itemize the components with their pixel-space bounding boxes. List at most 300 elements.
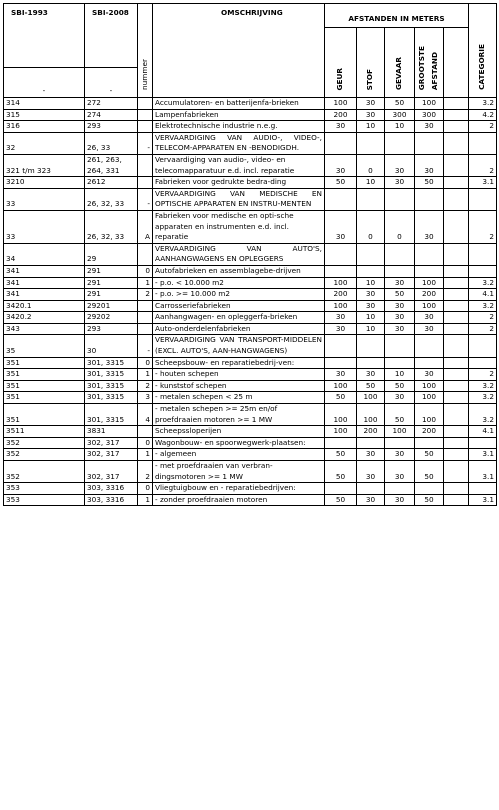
cell-sbi-2008-text: 291 bbox=[87, 277, 101, 287]
cell-sbi-2008-text: 302, 317 bbox=[87, 449, 120, 459]
cell-empty bbox=[444, 369, 469, 381]
cell-geur-text: 100 bbox=[333, 426, 348, 436]
cell-gevaar bbox=[385, 98, 415, 110]
cell-sbi-2008-text: 301, 3315 bbox=[87, 414, 125, 424]
cell-gevaar-text: 30 bbox=[394, 312, 405, 322]
cell-grootste-afstand bbox=[415, 483, 444, 495]
cell-omschrijving-text: Fabrieken voor medische en opti-sche apparaten en instrumenten e.d. incl. reparatie bbox=[155, 210, 294, 242]
cell-geur bbox=[325, 461, 357, 483]
table-row bbox=[4, 109, 497, 121]
cell-empty bbox=[444, 243, 469, 265]
cell-grootste-afstand bbox=[415, 426, 444, 438]
cell-geur bbox=[325, 177, 357, 189]
cell-grootste-afstand bbox=[415, 404, 444, 426]
cell-stof-text: 30 bbox=[365, 289, 376, 299]
cell-grootste-afstand bbox=[415, 300, 444, 312]
cell-grootste-afstand bbox=[415, 109, 444, 121]
cell-grootste-afstand bbox=[415, 369, 444, 381]
cell-stof bbox=[357, 426, 385, 438]
table-row bbox=[4, 154, 497, 176]
cell-nummer bbox=[138, 392, 153, 404]
cell-nummer bbox=[138, 335, 153, 357]
cell-nummer bbox=[138, 461, 153, 483]
cell-geur bbox=[325, 392, 357, 404]
cell-sbi-1993-text: 343 bbox=[6, 323, 20, 333]
cell-empty bbox=[444, 109, 469, 121]
cell-geur bbox=[325, 243, 357, 265]
cell-omschrijving-text: Aanhangwagen- en opleggerfa-brieken bbox=[155, 312, 298, 322]
cell-omschrijving bbox=[153, 265, 325, 277]
header-dash-2008 bbox=[85, 68, 138, 98]
cell-nummer-text: 0 bbox=[145, 437, 150, 447]
cell-empty bbox=[444, 335, 469, 357]
cell-grootste-afstand-text: 30 bbox=[424, 312, 434, 322]
cell-sbi-1993-text: 321 t/m 323 bbox=[6, 165, 51, 175]
cell-grootste-afstand-text: 100 bbox=[422, 300, 436, 310]
cell-sbi-1993-text: 351 bbox=[6, 380, 20, 390]
cell-grootste-afstand-text: 30 bbox=[424, 369, 434, 379]
table-row bbox=[4, 265, 497, 277]
cell-sbi-2008-text: 26, 33 bbox=[87, 143, 111, 153]
cell-sbi-2008 bbox=[85, 494, 138, 506]
cell-stof-text: 10 bbox=[365, 277, 376, 287]
cell-omschrijving bbox=[153, 483, 325, 495]
header-dash-1993-text: - bbox=[42, 86, 46, 96]
cell-sbi-1993 bbox=[4, 210, 85, 243]
cell-gevaar bbox=[385, 243, 415, 265]
cell-omschrijving-text: - p.o. >= 10.000 m2 bbox=[155, 289, 231, 299]
cell-categorie bbox=[469, 335, 497, 357]
cell-geur bbox=[325, 289, 357, 301]
cell-categorie bbox=[469, 369, 497, 381]
cell-stof bbox=[357, 188, 385, 210]
cell-sbi-2008 bbox=[85, 121, 138, 133]
cell-geur bbox=[325, 121, 357, 133]
cell-sbi-1993 bbox=[4, 449, 85, 461]
cell-gevaar-text: 300 bbox=[392, 109, 407, 119]
table-row bbox=[4, 277, 497, 289]
table-row bbox=[4, 357, 497, 369]
cell-categorie bbox=[469, 154, 497, 176]
cell-nummer-text: 2 bbox=[145, 471, 150, 481]
cell-omschrijving bbox=[153, 188, 325, 210]
cell-grootste-afstand bbox=[415, 210, 444, 243]
cell-stof bbox=[357, 98, 385, 110]
cell-gevaar bbox=[385, 404, 415, 426]
cell-omschrijving-text: Fabrieken voor gedrukte bedra-ding bbox=[155, 177, 287, 187]
cell-geur bbox=[325, 404, 357, 426]
header-geur bbox=[325, 28, 357, 98]
cell-sbi-2008-text: 3831 bbox=[87, 426, 106, 436]
cell-sbi-1993 bbox=[4, 369, 85, 381]
cell-nummer-text: 1 bbox=[145, 369, 150, 379]
cell-gevaar-text: 30 bbox=[394, 300, 405, 310]
cell-omschrijving-text: VERVAARDIGING VAN TRANSPORT-MIDDELEN (EXCL. AUTO'S, AAN-HANGWAGENS) bbox=[155, 335, 322, 356]
cell-stof bbox=[357, 177, 385, 189]
cell-sbi-1993-text: 341 bbox=[6, 289, 20, 299]
cell-omschrijving-text: Carrosseriefabrieken bbox=[155, 300, 231, 310]
cell-gevaar-text: 0 bbox=[397, 232, 402, 242]
cell-geur-text: 100 bbox=[333, 414, 348, 424]
cell-sbi-1993-text: 353 bbox=[6, 483, 20, 493]
cell-omschrijving-text: VERVAARDIGING VAN MEDISCHE EN OPTISCHE APPARATEN EN INSTRU-MENTEN bbox=[155, 188, 322, 209]
cell-omschrijving-text: - kunststof schepen bbox=[155, 380, 227, 390]
header-omschrijving-label: OMSCHRIJVING bbox=[221, 8, 283, 17]
cell-gevaar bbox=[385, 210, 415, 243]
cell-sbi-1993 bbox=[4, 98, 85, 110]
cell-omschrijving bbox=[153, 380, 325, 392]
cell-geur-text: 30 bbox=[335, 232, 346, 242]
cell-grootste-afstand-text: 50 bbox=[424, 177, 434, 187]
cell-sbi-2008-text: 301, 3315 bbox=[87, 369, 125, 379]
table-row bbox=[4, 380, 497, 392]
cell-gevaar bbox=[385, 357, 415, 369]
cell-geur-text: 30 bbox=[335, 323, 346, 333]
cell-sbi-2008 bbox=[85, 369, 138, 381]
cell-gevaar bbox=[385, 494, 415, 506]
cell-stof-text: 0 bbox=[368, 232, 373, 242]
cell-stof bbox=[357, 243, 385, 265]
cell-sbi-1993 bbox=[4, 335, 85, 357]
cell-omschrijving bbox=[153, 312, 325, 324]
cell-geur bbox=[325, 132, 357, 154]
cell-geur-text: 100 bbox=[333, 380, 348, 390]
cell-stof bbox=[357, 437, 385, 449]
cell-categorie bbox=[469, 109, 497, 121]
cell-sbi-1993-text: 3420.1 bbox=[6, 300, 32, 310]
cell-gevaar-text: 10 bbox=[394, 121, 405, 131]
cell-stof-text: 10 bbox=[365, 121, 376, 131]
cell-stof bbox=[357, 300, 385, 312]
table-row bbox=[4, 177, 497, 189]
cell-nummer bbox=[138, 300, 153, 312]
cell-empty bbox=[444, 426, 469, 438]
cell-stof-text: 10 bbox=[365, 312, 376, 322]
cell-geur bbox=[325, 369, 357, 381]
cell-grootste-afstand-text: 200 bbox=[422, 289, 436, 299]
cell-omschrijving bbox=[153, 369, 325, 381]
cell-sbi-2008-text: 301, 3315 bbox=[87, 380, 125, 390]
cell-nummer-text: 0 bbox=[145, 265, 150, 275]
cell-omschrijving-text: Scheepsbouw- en reparatiebedrij-ven: bbox=[155, 357, 295, 367]
header-categorie-label: CATEGORIE bbox=[477, 44, 487, 91]
cell-categorie bbox=[469, 121, 497, 133]
cell-stof bbox=[357, 109, 385, 121]
cell-sbi-2008 bbox=[85, 177, 138, 189]
cell-sbi-1993 bbox=[4, 154, 85, 176]
cell-stof-text: 50 bbox=[365, 380, 376, 390]
cell-nummer bbox=[138, 357, 153, 369]
cell-omschrijving-text: VERVAARDIGING VAN AUDIO-, VIDEO-, TELECOM-APPARATEN EN -BENODIGDH. bbox=[155, 132, 322, 153]
cell-categorie-text: 2 bbox=[489, 165, 495, 175]
table-row bbox=[4, 392, 497, 404]
cell-geur-text: 100 bbox=[333, 300, 348, 310]
cell-sbi-2008 bbox=[85, 404, 138, 426]
cell-empty bbox=[444, 277, 469, 289]
cell-omschrijving-text: Auto-onderdelenfabrieken bbox=[155, 323, 251, 333]
cell-stof bbox=[357, 392, 385, 404]
cell-sbi-1993 bbox=[4, 461, 85, 483]
cell-grootste-afstand bbox=[415, 323, 444, 335]
cell-sbi-2008 bbox=[85, 380, 138, 392]
cell-nummer bbox=[138, 188, 153, 210]
cell-categorie bbox=[469, 437, 497, 449]
cell-nummer bbox=[138, 369, 153, 381]
cell-categorie-text: 2 bbox=[489, 121, 495, 131]
cell-sbi-2008-text: 291 bbox=[87, 265, 101, 275]
cell-grootste-afstand-text: 100 bbox=[422, 414, 436, 424]
cell-stof bbox=[357, 449, 385, 461]
cell-nummer bbox=[138, 426, 153, 438]
cell-grootste-afstand bbox=[415, 243, 444, 265]
cell-empty bbox=[444, 392, 469, 404]
cell-nummer bbox=[138, 109, 153, 121]
cell-empty bbox=[444, 461, 469, 483]
cell-categorie-text: 4.1 bbox=[482, 289, 495, 299]
cell-omschrijving bbox=[153, 154, 325, 176]
cell-sbi-2008 bbox=[85, 132, 138, 154]
cell-omschrijving bbox=[153, 289, 325, 301]
cell-sbi-2008-text: 303, 3316 bbox=[87, 483, 125, 493]
cell-categorie-text: 3.1 bbox=[482, 494, 495, 504]
cell-grootste-afstand bbox=[415, 121, 444, 133]
cell-nummer-text: - bbox=[147, 143, 150, 153]
cell-gevaar-text: 30 bbox=[394, 392, 405, 402]
cell-grootste-afstand-text: 50 bbox=[424, 494, 434, 504]
cell-omschrijving-text: - met proefdraaien van verbran-dingsmotoren >= 1 MW bbox=[155, 461, 273, 481]
cell-grootste-afstand-text: 30 bbox=[424, 323, 434, 333]
cell-sbi-1993-text: 3210 bbox=[6, 177, 25, 187]
cell-empty bbox=[444, 449, 469, 461]
cell-geur bbox=[325, 154, 357, 176]
cell-gevaar bbox=[385, 461, 415, 483]
cell-stof bbox=[357, 277, 385, 289]
table-row bbox=[4, 323, 497, 335]
header-grootste-label: GROOTSTE bbox=[417, 46, 427, 91]
cell-sbi-2008-text: 293 bbox=[87, 121, 101, 131]
cell-sbi-1993 bbox=[4, 289, 85, 301]
cell-nummer bbox=[138, 177, 153, 189]
cell-sbi-2008 bbox=[85, 392, 138, 404]
cell-gevaar-text: 50 bbox=[394, 289, 405, 299]
cell-sbi-2008 bbox=[85, 312, 138, 324]
cell-sbi-1993-text: 33 bbox=[6, 199, 16, 209]
cell-omschrijving-text: - zonder proefdraaien motoren bbox=[155, 494, 268, 504]
cell-gevaar bbox=[385, 177, 415, 189]
cell-nummer bbox=[138, 210, 153, 243]
cell-sbi-1993 bbox=[4, 265, 85, 277]
cell-sbi-2008-text: 261, 263, 264, 331 bbox=[87, 154, 122, 175]
cell-sbi-2008 bbox=[85, 188, 138, 210]
cell-omschrijving-text: Wagonbouw- en spoorwegwerk-plaatsen: bbox=[155, 437, 306, 447]
cell-nummer bbox=[138, 483, 153, 495]
cell-gevaar bbox=[385, 312, 415, 324]
cell-gevaar-text: 50 bbox=[394, 98, 405, 107]
cell-sbi-2008 bbox=[85, 461, 138, 483]
cell-grootste-afstand bbox=[415, 154, 444, 176]
cell-omschrijving-text: Autofabrieken en assemblagebe-drijven bbox=[155, 265, 301, 275]
cell-sbi-2008 bbox=[85, 335, 138, 357]
cell-empty bbox=[444, 483, 469, 495]
cell-sbi-1993-text: 32 bbox=[6, 143, 16, 153]
cell-geur bbox=[325, 335, 357, 357]
cell-sbi-1993-text: 341 bbox=[6, 265, 20, 275]
cell-nummer bbox=[138, 265, 153, 277]
cell-geur bbox=[325, 312, 357, 324]
cell-sbi-1993 bbox=[4, 357, 85, 369]
cell-omschrijving-text: - metalen schepen >= 25m en/of proefdraaien motoren >= 1 MW bbox=[155, 404, 278, 424]
table-row bbox=[4, 483, 497, 495]
cell-sbi-1993-text: 3420.2 bbox=[6, 312, 32, 322]
cell-sbi-2008 bbox=[85, 483, 138, 495]
cell-categorie-text: 3.1 bbox=[482, 471, 495, 481]
cell-sbi-1993-text: 352 bbox=[6, 449, 20, 459]
cell-nummer-text: 2 bbox=[145, 289, 150, 299]
cell-categorie-text: 2 bbox=[489, 369, 495, 379]
table-row bbox=[4, 98, 497, 110]
cell-stof-text: 10 bbox=[365, 177, 376, 187]
cell-omschrijving bbox=[153, 177, 325, 189]
cell-gevaar-text: 30 bbox=[394, 177, 405, 187]
cell-sbi-2008 bbox=[85, 437, 138, 449]
cell-sbi-2008-text: 303, 3316 bbox=[87, 494, 125, 504]
cell-categorie-text: 3.2 bbox=[482, 300, 495, 310]
cell-sbi-1993-text: 351 bbox=[6, 357, 20, 367]
cell-empty bbox=[444, 121, 469, 133]
cell-categorie bbox=[469, 357, 497, 369]
cell-geur-text: 50 bbox=[335, 449, 346, 459]
table-row bbox=[4, 461, 497, 483]
header-sbi-1993 bbox=[4, 4, 85, 68]
cell-categorie-text: 2 bbox=[489, 323, 495, 333]
cell-categorie-text: 2 bbox=[489, 312, 495, 322]
cell-stof bbox=[357, 404, 385, 426]
table-row bbox=[4, 437, 497, 449]
cell-categorie bbox=[469, 392, 497, 404]
cell-grootste-afstand-text: 30 bbox=[424, 121, 434, 131]
header-grootste-afstand bbox=[415, 28, 444, 98]
cell-geur-text: 200 bbox=[333, 289, 348, 299]
cell-categorie-text: 3.1 bbox=[482, 177, 495, 187]
cell-sbi-2008-text: 301, 3315 bbox=[87, 357, 125, 367]
table-row bbox=[4, 494, 497, 506]
cell-grootste-afstand bbox=[415, 277, 444, 289]
cell-sbi-1993 bbox=[4, 188, 85, 210]
table-row bbox=[4, 132, 497, 154]
header-nummer bbox=[138, 4, 153, 98]
header-sbi-2008-label: SBI-2008 bbox=[92, 8, 129, 17]
cell-sbi-1993-text: 33 bbox=[6, 232, 16, 242]
header-nummer-label: nummer bbox=[139, 59, 149, 91]
cell-sbi-1993 bbox=[4, 380, 85, 392]
cell-empty bbox=[444, 154, 469, 176]
cell-empty bbox=[444, 188, 469, 210]
table-row bbox=[4, 188, 497, 210]
header-categorie bbox=[469, 4, 497, 98]
cell-sbi-2008 bbox=[85, 277, 138, 289]
cell-categorie-text: 3.2 bbox=[482, 392, 495, 402]
cell-omschrijving bbox=[153, 494, 325, 506]
cell-sbi-2008-text: 29202 bbox=[87, 312, 111, 322]
cell-grootste-afstand-text: 300 bbox=[422, 109, 436, 119]
cell-stof-text: 30 bbox=[365, 300, 376, 310]
cell-grootste-afstand bbox=[415, 494, 444, 506]
cell-categorie bbox=[469, 300, 497, 312]
cell-empty bbox=[444, 289, 469, 301]
cell-omschrijving bbox=[153, 461, 325, 483]
cell-empty bbox=[444, 323, 469, 335]
cell-sbi-1993 bbox=[4, 426, 85, 438]
cell-categorie-text: 2 bbox=[489, 232, 495, 242]
cell-stof bbox=[357, 335, 385, 357]
cell-empty bbox=[444, 404, 469, 426]
cell-grootste-afstand bbox=[415, 188, 444, 210]
cell-gevaar bbox=[385, 154, 415, 176]
cell-grootste-afstand bbox=[415, 380, 444, 392]
header-gevaar-label: GEVAAR bbox=[394, 57, 404, 91]
cell-omschrijving bbox=[153, 210, 325, 243]
cell-sbi-1993-text: 351 bbox=[6, 392, 20, 402]
cell-sbi-2008-text: 291 bbox=[87, 289, 101, 299]
cell-gevaar-text: 30 bbox=[394, 165, 405, 175]
cell-categorie bbox=[469, 483, 497, 495]
cell-categorie bbox=[469, 210, 497, 243]
cell-stof-text: 30 bbox=[365, 109, 376, 119]
cell-gevaar bbox=[385, 265, 415, 277]
cell-geur bbox=[325, 188, 357, 210]
cell-sbi-1993 bbox=[4, 392, 85, 404]
cell-stof-text: 30 bbox=[365, 471, 376, 481]
cell-categorie bbox=[469, 188, 497, 210]
cell-nummer bbox=[138, 437, 153, 449]
cell-stof bbox=[357, 357, 385, 369]
cell-omschrijving-text: Lampenfabrieken bbox=[155, 109, 219, 119]
cell-empty bbox=[444, 177, 469, 189]
cell-sbi-1993-text: 34 bbox=[6, 254, 16, 264]
cell-omschrijving-text: - houten schepen bbox=[155, 369, 219, 379]
table-row bbox=[4, 210, 497, 243]
cell-categorie bbox=[469, 277, 497, 289]
table-body bbox=[4, 98, 497, 506]
cell-categorie-text: 3.1 bbox=[482, 449, 495, 459]
cell-sbi-1993 bbox=[4, 404, 85, 426]
cell-geur bbox=[325, 449, 357, 461]
cell-omschrijving bbox=[153, 300, 325, 312]
cell-gevaar-text: 30 bbox=[394, 323, 405, 333]
cell-stof bbox=[357, 154, 385, 176]
cell-geur bbox=[325, 426, 357, 438]
header-omschrijving bbox=[153, 4, 325, 98]
cell-geur-text: 30 bbox=[335, 121, 346, 131]
cell-geur bbox=[325, 483, 357, 495]
cell-nummer-text: A bbox=[145, 232, 150, 242]
cell-grootste-afstand-text: 100 bbox=[422, 392, 436, 402]
cell-stof bbox=[357, 369, 385, 381]
cell-geur bbox=[325, 265, 357, 277]
cell-sbi-1993 bbox=[4, 132, 85, 154]
cell-sbi-1993-text: 351 bbox=[6, 414, 20, 424]
header-stof bbox=[357, 28, 385, 98]
cell-sbi-2008 bbox=[85, 449, 138, 461]
cell-sbi-1993-text: 3511 bbox=[6, 426, 25, 436]
cell-geur-text: 100 bbox=[333, 277, 348, 287]
cell-grootste-afstand-text: 200 bbox=[422, 426, 436, 436]
header-afstanden bbox=[325, 4, 469, 28]
cell-omschrijving-text: - metalen schepen < 25 m bbox=[155, 392, 253, 402]
table-row bbox=[4, 426, 497, 438]
cell-gevaar-text: 50 bbox=[394, 414, 405, 424]
cell-sbi-1993-text: 353 bbox=[6, 494, 20, 504]
